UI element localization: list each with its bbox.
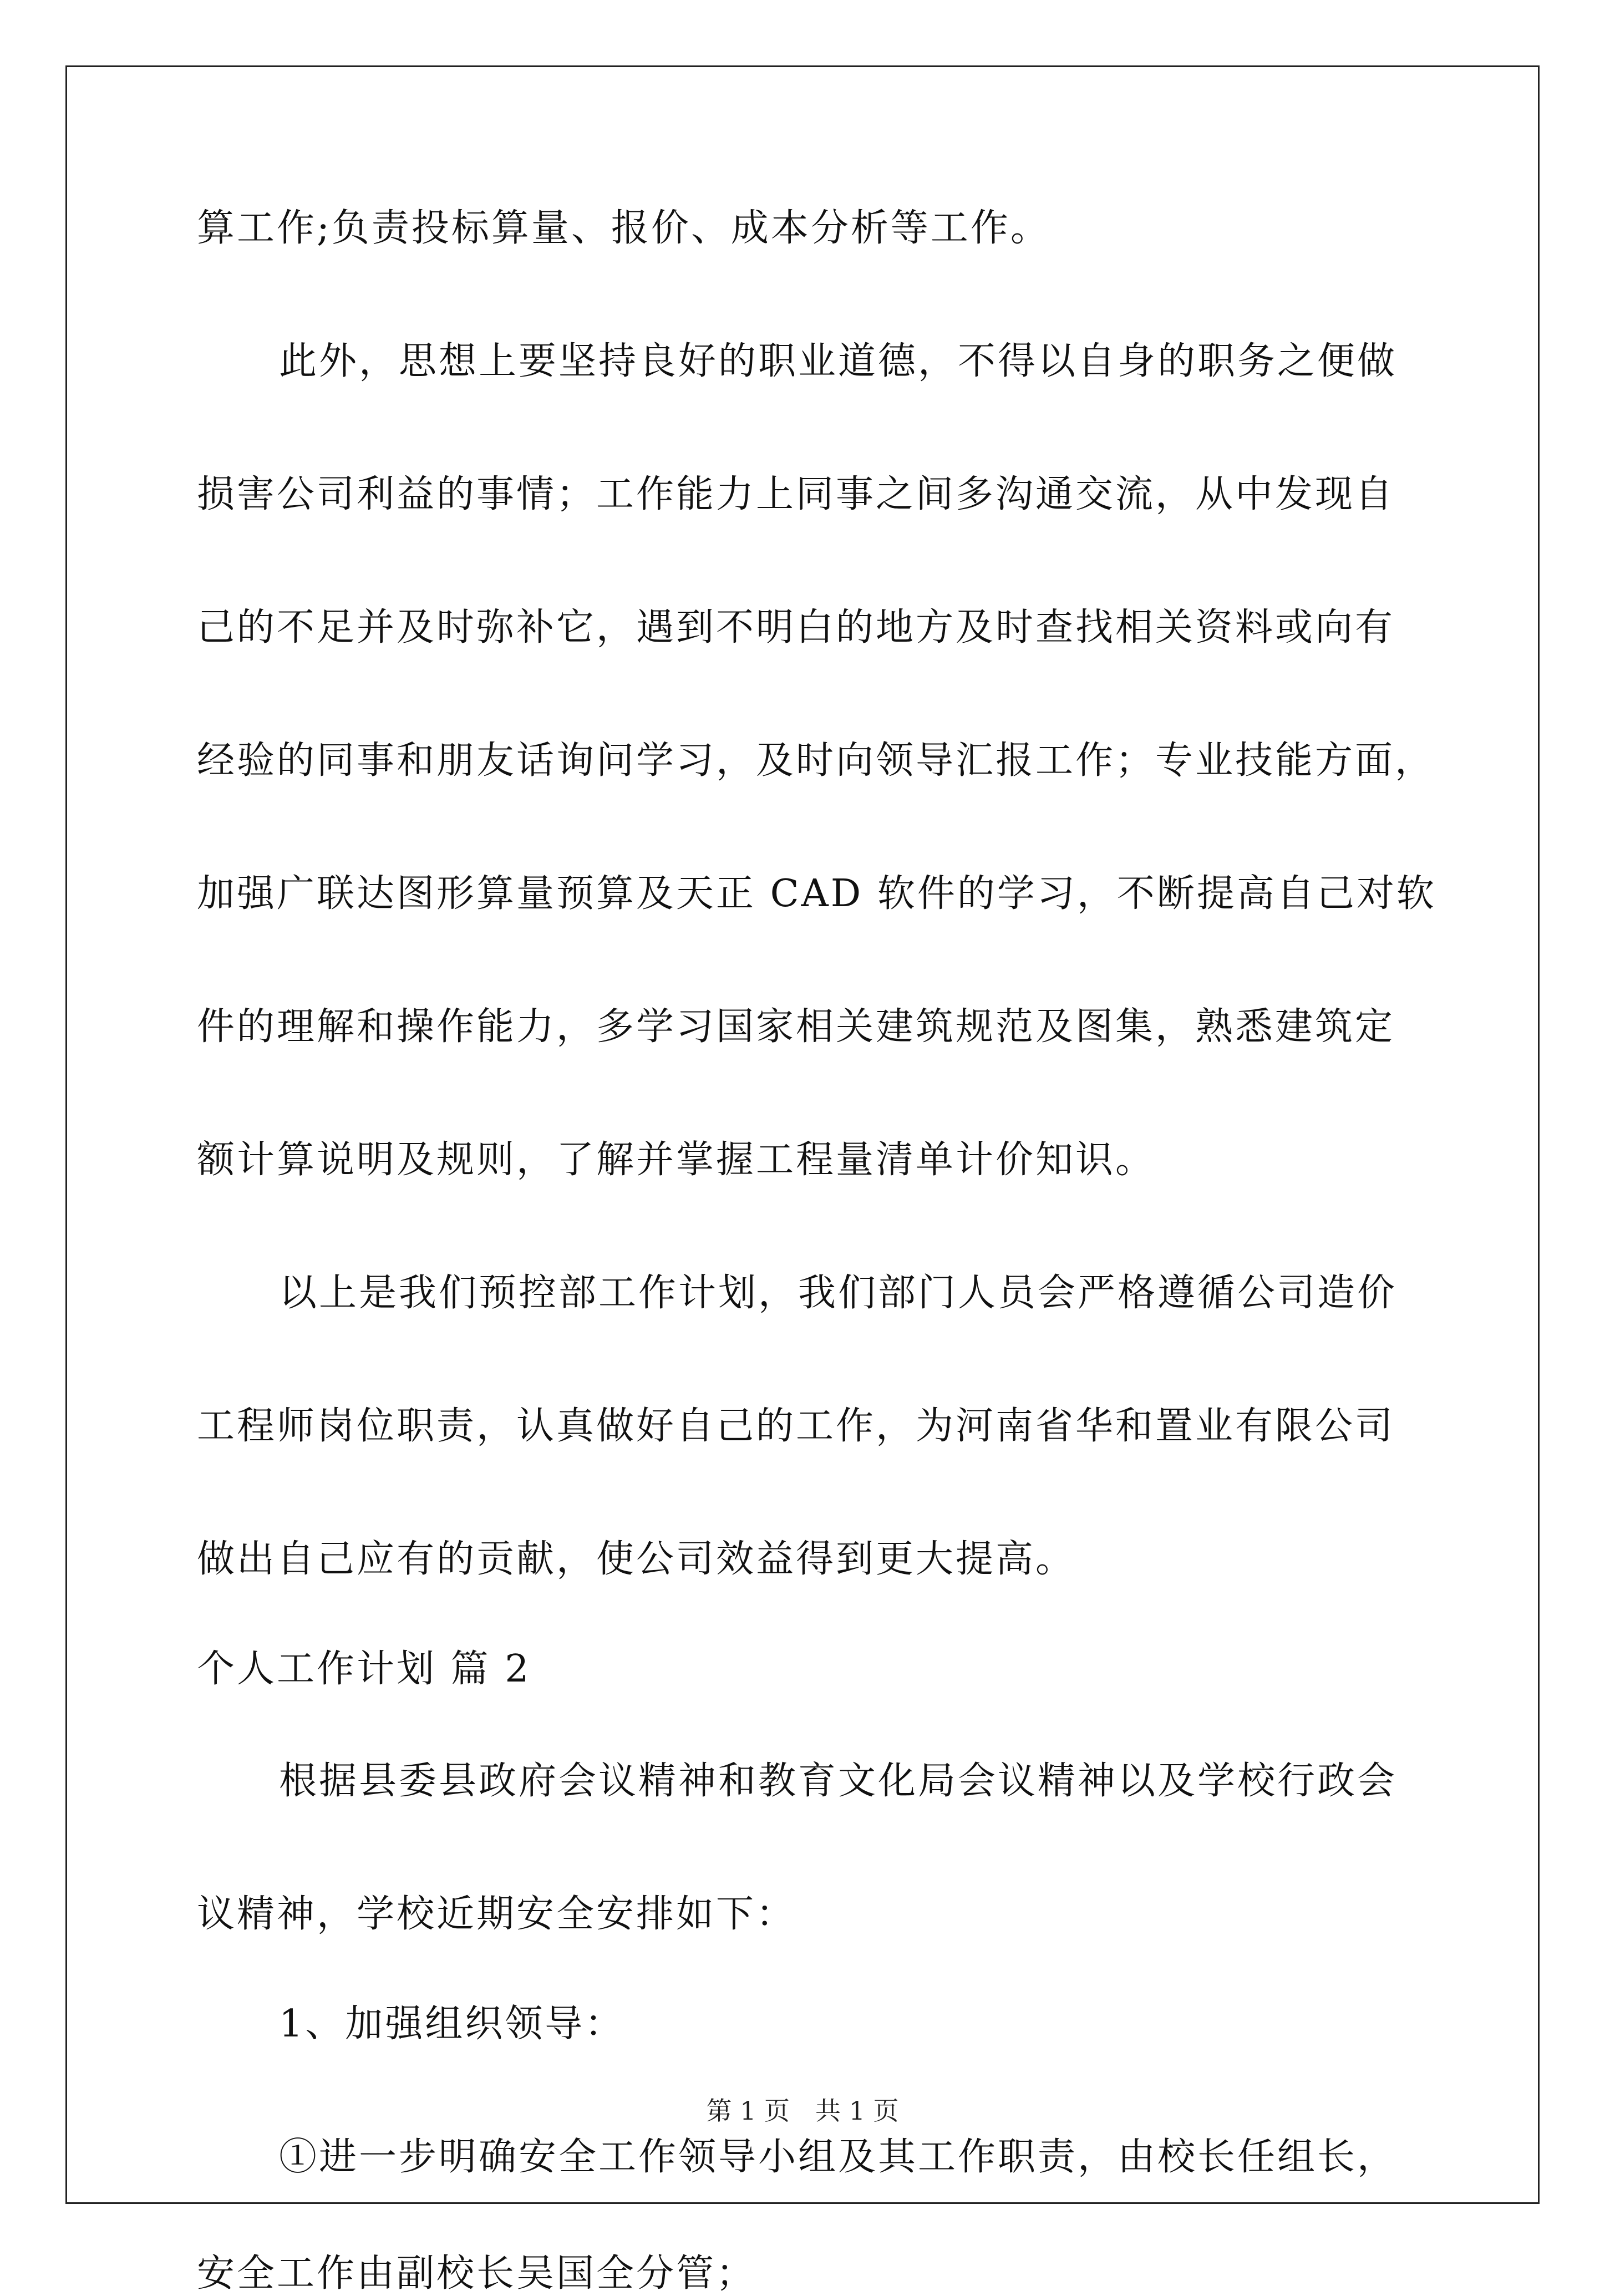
paragraph-line: 以上是我们预控部工作计划，我们部门人员会严格遵循公司造价 xyxy=(279,1271,1398,1315)
paragraph-line: 做出自己应有的贡献，使公司效益得到更大提高。 xyxy=(197,1537,1076,1581)
paragraph-line: 此外，思想上要坚持良好的职业道德，不得以自身的职务之便做 xyxy=(279,339,1398,383)
paragraph-line: 工程师岗位职责，认真做好自己的工作，为河南省华和置业有限公司 xyxy=(197,1404,1395,1448)
page-number-footer: 第 1 页 共 1 页 xyxy=(706,2096,899,2126)
paragraph-line: 件的理解和操作能力，多学习国家相关建筑规范及图集，熟悉建筑定 xyxy=(197,1005,1395,1049)
section-heading: 个人工作计划 篇 2 xyxy=(197,1647,531,1691)
list-heading: 1、加强组织领导： xyxy=(279,2002,625,2046)
paragraph-line: 加强广联达图形算量预算及天正 CAD 软件的学习，不断提高自己对软 xyxy=(197,872,1436,916)
paragraph-line: 己的不足并及时弥补它，遇到不明白的地方及时查找相关资料或向有 xyxy=(197,606,1395,649)
paragraph-line: 根据县委县政府会议精神和教育文化局会议精神以及学校行政会 xyxy=(279,1759,1398,1803)
list-item: ①进一步明确安全工作领导小组及其工作职责，由校长任组长， xyxy=(279,2135,1398,2179)
paragraph-line: 议精神，学校近期安全安排如下： xyxy=(197,1892,796,1936)
paragraph-line: 算工作;负责投标算量、报价、成本分析等工作。 xyxy=(197,206,1050,250)
list-item-continuation: 安全工作由副校长吴国全分管； xyxy=(197,2252,756,2295)
page-border xyxy=(65,65,1540,2204)
paragraph-line: 经验的同事和朋友话询问学习，及时向领导汇报工作；专业技能方面， xyxy=(197,739,1435,783)
paragraph-line: 额计算说明及规则，了解并掌握工程量清单计价知识。 xyxy=(197,1138,1156,1182)
paragraph-line: 损害公司利益的事情；工作能力上同事之间多沟通交流，从中发现自 xyxy=(197,473,1395,516)
